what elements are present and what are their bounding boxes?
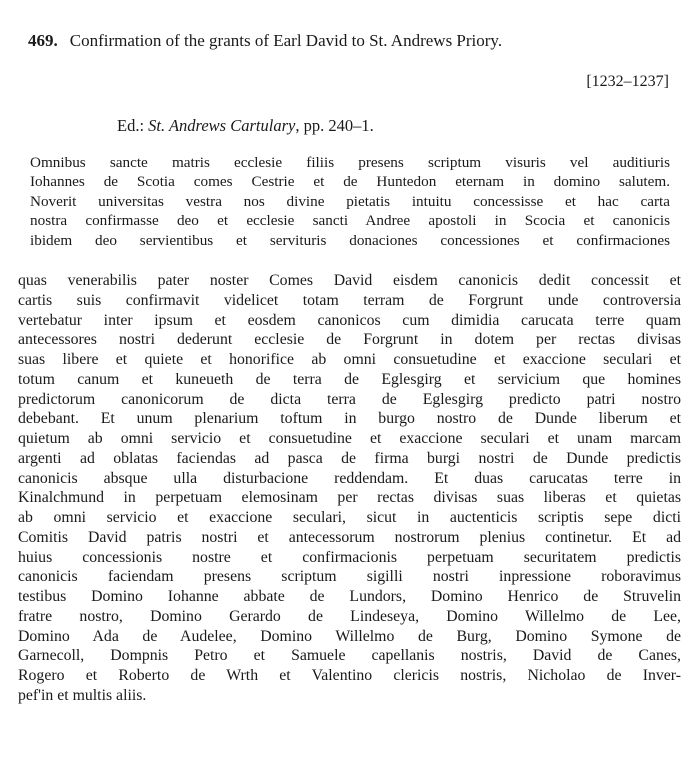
edition-reference (117, 116, 374, 136)
indented-text-block (30, 153, 670, 250)
text-line: totum canum et kuneueth de terra de Eglesgirg et servicium que homines (18, 370, 681, 388)
text-line: quietum ab omni servicio et consuetudine et exaccione seculari et unam marcam (18, 430, 681, 447)
text-line: debebant. Et unum plenarium toftum in burgo nostro de Dunde liberum et (18, 410, 681, 428)
text-line: predictorum canonicorum de dicta terra de Eglesgirg predicto patri nostro (18, 390, 681, 408)
text-line: argenti ad oblatas faciendas ad pasca de firma burgi nostri de Dunde predictis (18, 449, 681, 467)
edition-prefix: Ed.: (117, 116, 145, 135)
edition-pages: , pp. 240–1. (295, 116, 374, 135)
text-line: Domino Ada de Audelee, Domino Willelmo de Burg, Domino Symone de (18, 627, 681, 645)
text-line: Iohannes de Scotia comes Cestrie et de Huntedon eternam in domino salutem. (30, 173, 670, 191)
text-line: Comitis David patris nostri et antecessorum nostrorum plenius continetur. Et ad (18, 528, 681, 546)
edition-title: St. Andrews Cartulary (148, 116, 296, 135)
text-line: Garnecoll, Dompnis Petro et Samuele capellanis nostris, David de Canes, (18, 647, 681, 665)
text-line: fratre nostro, Domino Gerardo de Lindeseya, Domino Willelmo de Lee, (18, 607, 681, 625)
text-line: nostra confirmasse deo et ecclesie sancti Andree apostoli in Scocia et canonicis (30, 212, 670, 230)
text-line: vertebatur inter ipsum et eosdem canonicos cum dimidia carucata terre quam (18, 311, 681, 329)
text-line: Noverit universitas vestra nos divine pietatis intuitu concessisse et hac carta (30, 192, 670, 210)
text-line: huius concessionis nostre et confirmacionis perpetuam securitatem predictis (18, 548, 681, 566)
text-line: ab omni servicio et exaccione seculari, sicut in auctenticis scriptis sepe dicti (18, 509, 681, 526)
text-line: canonicis faciendam presens scriptum sigilli nostri inpressione roboravimus (18, 568, 681, 586)
charter-heading (28, 30, 502, 52)
text-line: canonicis absque ulla disturbacione reddendam. Et duas carucatas terre in (18, 469, 681, 487)
charter-title: Confirmation of the grants of Earl David to St. Andrews Priory. (69, 31, 503, 50)
text-line: testibus Domino Iohanne abbate de Lundors, Domino Henrico de Struvelin (18, 588, 681, 605)
text-line: pef'in et multis aliis. (18, 686, 147, 704)
text-line: ibidem deo servientibus et servituris donaciones concessiones et confirmaciones (30, 231, 670, 249)
charter-date: [1232–1237] (586, 73, 669, 90)
charter-number: 469. (28, 31, 58, 50)
main-text-block (18, 271, 681, 706)
text-line: cartis suis confirmavit videlicet totam terram de Forgrunt unde controversia (18, 291, 681, 309)
text-line: quas venerabilis pater noster Comes David eisdem canonicis dedit concessit et (18, 272, 681, 289)
text-line: suas libere et quiete et honorifice ab omni consuetudine et exaccione seculari et (18, 351, 681, 368)
text-line: Rogero et Roberto de Wrth et Valentino clericis nostris, Nicholao de Inver- (18, 667, 681, 684)
text-line: antecessores nostri dederunt ecclesie de Forgrunt in dotem per rectas divisas (18, 331, 681, 349)
text-line: Omnibus sancte matris ecclesie filiis presens scriptum visuris vel auditiuris (30, 154, 670, 171)
text-line: Kinalchmund in perpetuam elemosinam per rectas divisas suas liberas et quietas (18, 489, 681, 507)
